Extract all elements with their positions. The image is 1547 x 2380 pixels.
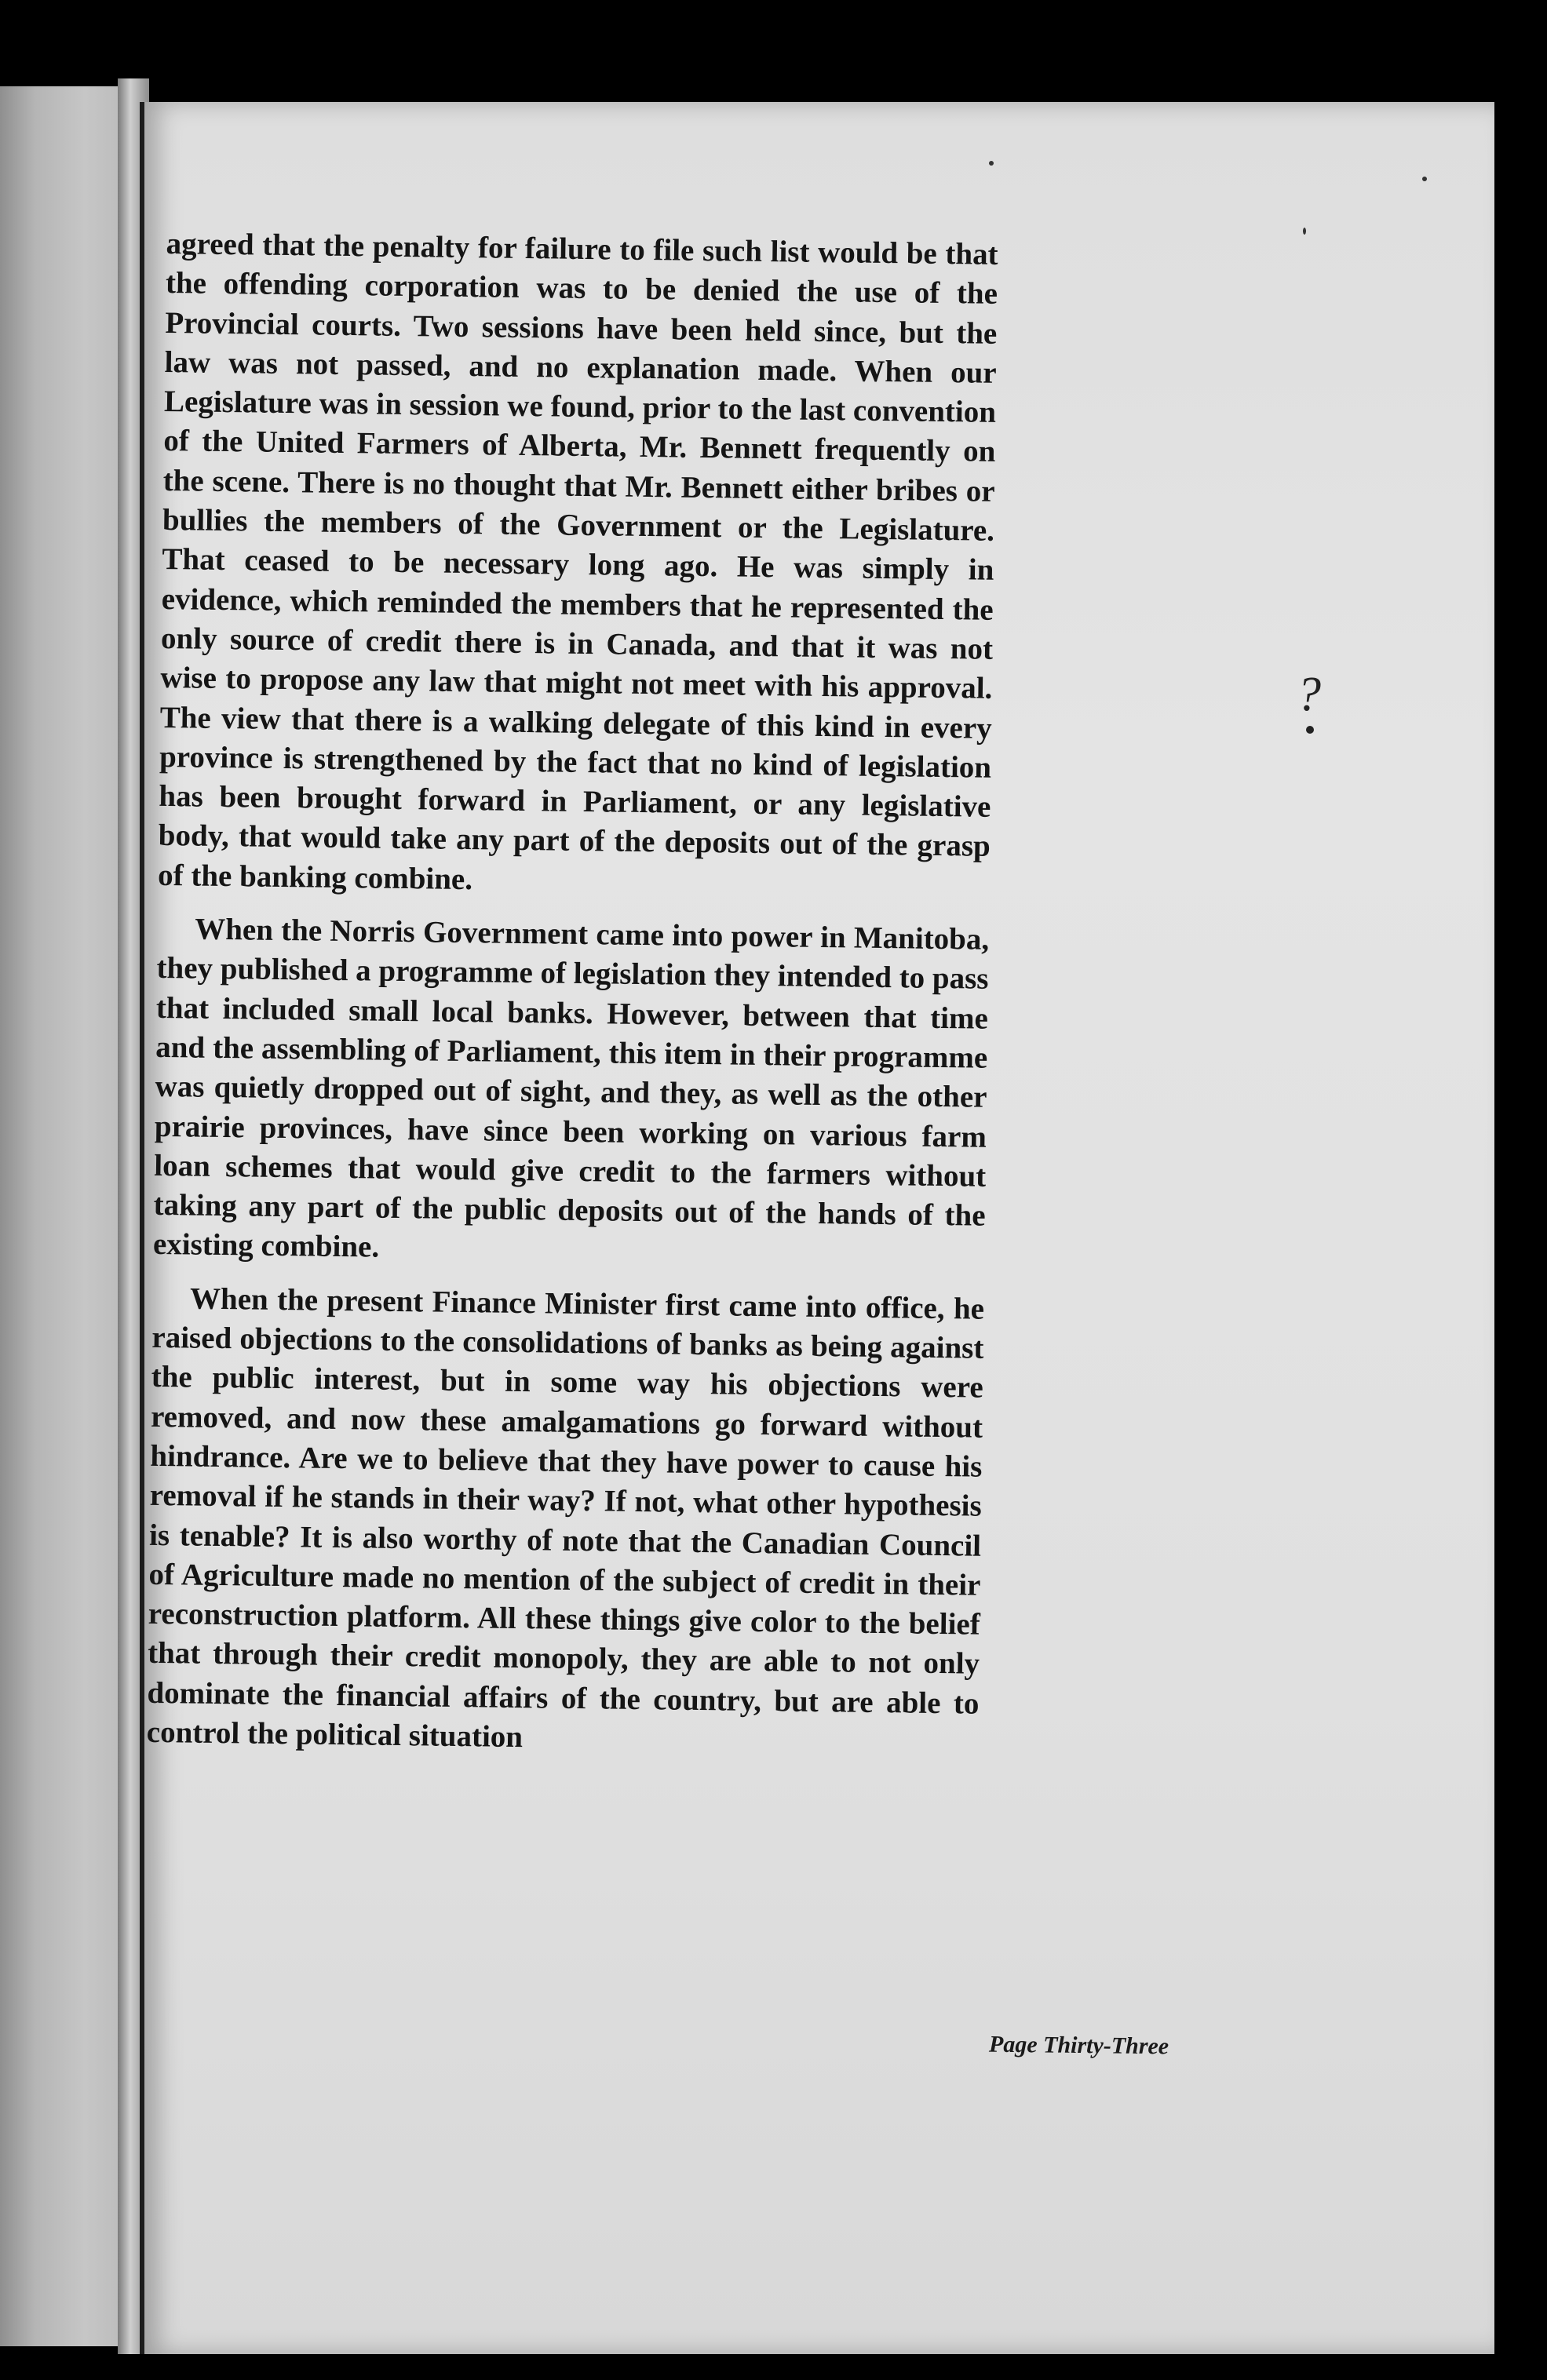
- paragraph-2: When the Norris Government came into power in Manitoba, they published a programme of legislation they intended to pass that included small local banks. However, between that time and the assembling of Parliament, this item in their programme was quietly dropped out of sight, and they, as well as the other prairie provinces, have since been working on various farm loan schemes that would give credit to the farmers without taking any part of the public deposits out of the hands of the existing combine.: [152, 912, 990, 1265]
- page-body-text: [147, 224, 998, 1763]
- margin-question-mark: ?: [1297, 668, 1321, 721]
- paragraph-1: agreed that the penalty for failure to file such list would be that the offending corporation was to be denied the use of the Provincial courts. Two sessions have been held since, but the law was not passed, and no explanation made. When our Legislature was in session we found, prior to the last convention of the United Farmers of Alberta, Mr. Bennett frequently on the scene. There is no thought that Mr. Bennett either bribes or bullies the members of the Government or the Legislature. That ceased to be necessary long ago. He was simply in evidence, which reminded the members that he represented the only source of credit there is in Canada, and that it was not wise to propose any law that might not meet with his approval. The view that there is a walking delegate of this kind in every province is strengthened by the fact that no kind of legislation has been brought forward in Parliament, or any legislative body, that would take any part of the deposits out of the grasp of the banking combine.: [157, 226, 998, 896]
- paragraph-3: When the present Finance Minister first came into office, he raised objections to the consolidations of banks as being against the public interest, but in some way his objections were removed, and now these amalgamations go forward without hindrance. Are we to believe that they have power to cause his removal if he stands in their way? If not, what other hypothesis is tenable? It is also worthy of note that the Canadian Council of Agriculture made no mention of the subject of credit in their reconstruction platform. All these things give color to the belief that through their credit monopoly, they are able to not only dominate the financial affairs of the country, but are able to control the political situation: [146, 1281, 985, 1755]
- page-number-footer: Page Thirty-Three: [988, 2031, 1169, 2060]
- scan-speck: [1303, 228, 1306, 235]
- scan-speck: [1422, 177, 1427, 181]
- margin-dot-mark: [1306, 726, 1314, 734]
- scan-speck: [989, 161, 994, 166]
